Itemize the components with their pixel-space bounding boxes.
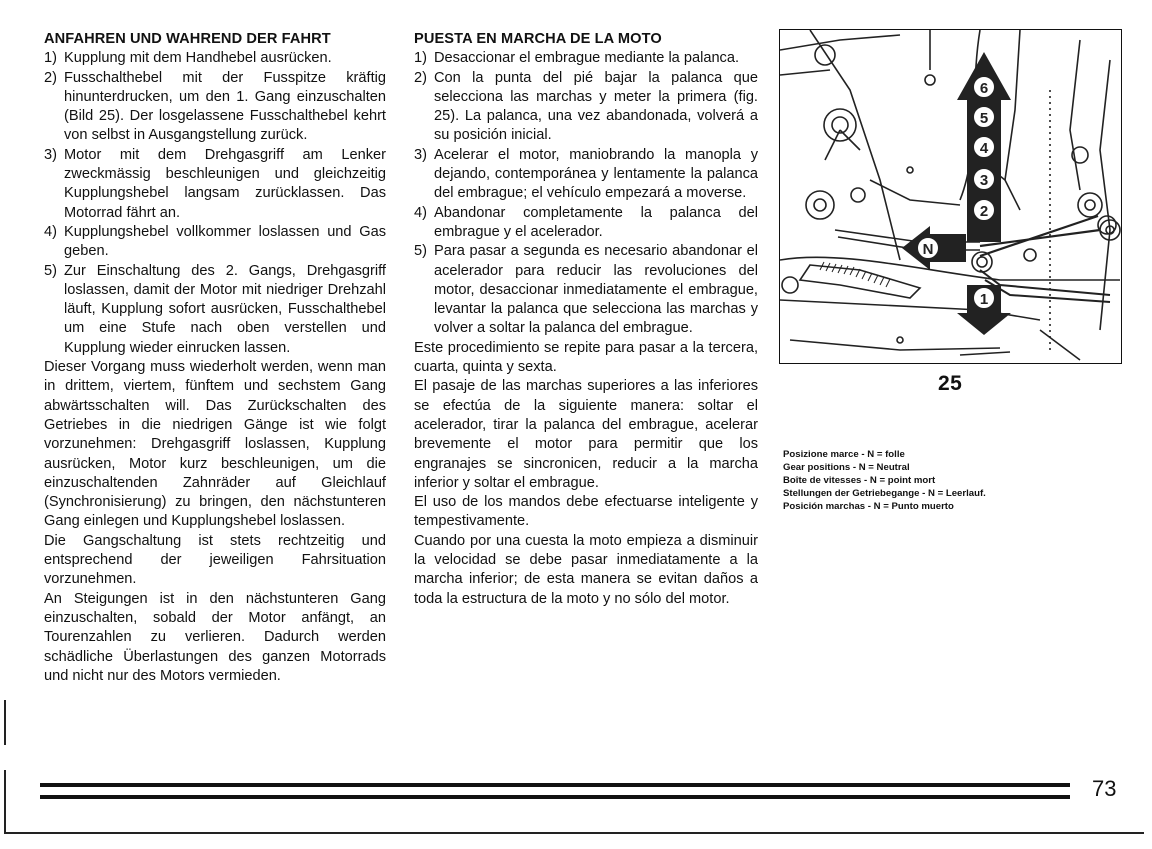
step-text: Con la punta del pié bajar la palanca que selecciona las marchas y meter la primera (fig. 25). La palanca, una vez abandonada, volverá a su posición inicial. (434, 69, 758, 144)
footer-rule-top (40, 783, 1070, 787)
legend-line: Gear positions - N = Neutral (783, 462, 910, 473)
left-edge-mark (4, 770, 6, 832)
gear-label-5: 5 (979, 110, 989, 127)
step-number: 4) (44, 223, 57, 240)
german-step (44, 262, 386, 358)
german-step (44, 49, 386, 68)
gear-label-4: 4 (979, 140, 989, 157)
step-text: Kupplung mit dem Handhebel ausrücken. (64, 50, 332, 67)
step-text: Motor mit dem Drehgasgriff am Lenker zweckmässig beschleunigen und gleichzeitig Kupplungshebel langsam zurücklassen. Das Motorrad fährt an. (64, 146, 386, 221)
spanish-paragraph: El pasaje de las marchas superiores a las inferiores se efectúa de la siguiente manera: soltar el acelerador, tirar la palanca del embrague, acelerar brevemente el motor para permitir que los engranajes se sincronicen, reducir a la marcha inferior y soltar el embrague. (414, 378, 758, 491)
step-number: 5) (414, 243, 427, 260)
german-column (44, 30, 386, 686)
step-number: 2) (414, 69, 427, 86)
figure-legend (783, 448, 986, 513)
german-paragraph: An Steigungen ist in den nächstunteren Gang einzuschalten, sobald der Motor anfängt, an Tourenzahlen zu verlieren. Dadurch werden schädliche Überlastungen des ganzen Motorrads und nicht nur des Motors vermieden. (44, 590, 386, 684)
spanish-paragraph: Este procedimiento se repite para pasar a la tercera, cuarta, quinta y sexta. (414, 339, 758, 376)
spanish-step (414, 242, 758, 338)
step-text: Kupplungshebel vollkommer loslassen und Gas geben. (64, 223, 386, 260)
left-edge-mark (4, 700, 6, 745)
page-number: 73 (1092, 776, 1117, 801)
step-number: 1) (44, 50, 57, 67)
gearshift-drawing (780, 30, 1121, 363)
step-text: Desaccionar el embrague mediante la palanca. (434, 50, 740, 67)
spanish-step (414, 69, 758, 146)
spanish-paragraph: Cuando por una cuesta la moto empieza a disminuir la velocidad se debe pasar inmediatamente a la marcha inferior; de esta manera se evitan daños a toda la estructura de la moto y no sólo del motor. (414, 532, 758, 607)
spanish-heading: PUESTA EN MARCHA DE LA MOTO (414, 31, 662, 47)
step-text: Fusschalthebel mit der Fusspitze kräftig hinunterdrucken, um den 1. Gang einzuschalten (Bild 25). Der losgelassene Fusschalthebel kehrt von selbst in Ausgangstellung zurück. (64, 69, 386, 144)
gear-label-1: 1 (979, 291, 989, 308)
german-step (44, 69, 386, 146)
step-text: Abandonar completamente la palanca del embrague y el acelerador. (434, 204, 758, 240)
german-step (44, 223, 386, 262)
step-text: Acelerar el motor, maniobrando la manopla y dejando, contemporánea y lentamente la palanca del embrague; el vehículo empezará a moverse. (434, 146, 758, 202)
bottom-edge-line (4, 832, 1144, 834)
gear-label-3: 3 (979, 172, 989, 189)
step-text: Zur Einschaltung des 2. Gangs, Drehgasgriff loslassen, damit der Motor mit niedriger Drehzahl läuft, Kupplung sofort ausrücken, Fusschalthebel um eine Stufe nach oben verstellen und Kupplung wieder einrucken lassen. (64, 262, 386, 356)
step-number: 4) (414, 204, 427, 221)
spanish-column (414, 30, 758, 609)
spanish-step (414, 49, 758, 68)
legend-line: Posizione marce - N = folle (783, 449, 905, 460)
gear-label-neutral: N (922, 241, 934, 258)
german-paragraph: Die Gangschaltung ist stets rechtzeitig und entsprechend der jeweiligen Fahrsituation vorzunehmen. (44, 532, 386, 588)
spanish-step (414, 204, 758, 243)
step-text: Para pasar a segunda es necesario abandonar el acelerador para reducir las revoluciones del motor, desaccionar inmediatamente el embrague, levantar la palanca que selecciona las marchas y volver a soltar la palanca del embrague. (434, 243, 758, 337)
gear-label-2: 2 (979, 203, 989, 220)
german-step (44, 146, 386, 223)
step-number: 3) (414, 146, 427, 163)
legend-line: Posición marchas - N = Punto muerto (783, 501, 954, 512)
spanish-step (414, 146, 758, 204)
german-paragraph: Dieser Vorgang muss wiederholt werden, wenn man in drittem, viertem, fünftem und sechstem Gang abwärtsschalten will. Das Zurückschalten des Getriebes in die niedrigen Gänge ist wie folgt vorzunehmen: Drehgasgriff loslassen, Kupplung ausrücken, Motor kurz beschleunigen, um die einzuschaltenden Zahnräder auf Gleichlauf (Synchronisierung) zu bringen, den nächstunteren Gang einlegen und Kupplungshebel loslassen. (44, 359, 386, 530)
german-heading: ANFAHREN UND WAHREND DER FAHRT (44, 31, 331, 47)
step-number: 5) (44, 262, 57, 279)
legend-line: Stellungen der Getriebegange - N = Leerlauf. (783, 488, 986, 499)
step-number: 3) (44, 146, 57, 163)
footer-rule-bottom (40, 795, 1070, 799)
gear-label-6: 6 (979, 80, 989, 97)
figure-number: 25 (938, 372, 963, 395)
spanish-paragraph: El uso de los mandos debe efectuarse inteligente y tempestivamente. (414, 494, 758, 530)
step-number: 1) (414, 50, 427, 67)
gearshift-illustration (779, 29, 1122, 364)
legend-line: Boîte de vitesses - N = point mort (783, 475, 936, 486)
step-number: 2) (44, 69, 57, 86)
